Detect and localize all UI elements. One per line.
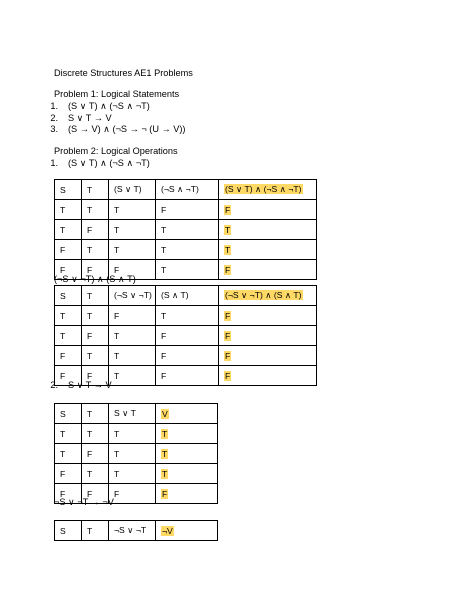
table-row (55, 220, 317, 240)
header-cell (219, 180, 317, 200)
header-cell: (S ∧ T) (156, 286, 219, 306)
table-cell: F (109, 306, 156, 326)
table-cell: T (82, 424, 109, 444)
table-cell (219, 260, 317, 280)
highlighted-text: (S ∨ T) ∧ (¬S ∧ ¬T) (225, 184, 302, 194)
table-cell: F (156, 346, 219, 366)
table-cell: T (109, 366, 156, 386)
document-title: Discrete Structures AE1 Problems (54, 68, 193, 78)
table-row (55, 464, 218, 484)
header-cell: S (55, 404, 82, 424)
table-cell: T (55, 424, 82, 444)
table-cell: F (156, 200, 219, 220)
table-cell: F (82, 444, 109, 464)
truth-table-2 (54, 285, 317, 386)
table-cell: T (82, 200, 109, 220)
table-cell: T (55, 200, 82, 220)
table-cell (156, 424, 218, 444)
highlighted-text: T (225, 244, 231, 255)
highlighted-text: F (225, 264, 231, 275)
header-cell: (¬S ∧ ¬T) (156, 180, 219, 200)
table-row (55, 200, 317, 220)
table-cell: F (156, 326, 219, 346)
table-cell (219, 200, 317, 220)
table-cell: T (55, 444, 82, 464)
header-cell: S (55, 286, 82, 306)
truth-table-1 (54, 179, 317, 280)
header-cell: T (82, 180, 109, 200)
truth-table-4 (54, 520, 218, 541)
highlighted-text: T (162, 428, 168, 439)
table-row (55, 306, 317, 326)
highlighted-text: V (162, 408, 168, 419)
table-row (55, 326, 317, 346)
table-cell: F (82, 260, 109, 280)
highlighted-text: T (162, 448, 168, 459)
table-cell: F (55, 346, 82, 366)
table-cell: T (109, 220, 156, 240)
header-cell: T (82, 404, 109, 424)
highlighted-text: F (225, 370, 231, 381)
table-cell: T (156, 240, 219, 260)
table-cell: T (82, 346, 109, 366)
table-cell: F (109, 260, 156, 280)
header-cell (156, 521, 218, 541)
table-cell: F (82, 326, 109, 346)
highlighted-text: F (225, 310, 231, 321)
truth-table-3 (54, 403, 218, 504)
table-header-row (55, 404, 218, 424)
table-cell: T (109, 444, 156, 464)
table-cell: F (82, 366, 109, 386)
list-item: 1. (S ∨ T) ∧ (¬S ∧ ¬T) (50, 158, 150, 168)
table-cell (219, 240, 317, 260)
header-cell (219, 286, 317, 306)
table-row (55, 240, 317, 260)
table-cell (156, 464, 218, 484)
table-cell: F (55, 240, 82, 260)
table-cell: F (55, 260, 82, 280)
table-cell: F (82, 220, 109, 240)
table-cell: T (109, 346, 156, 366)
header-cell: (¬S ∨ ¬T) (109, 286, 156, 306)
problem1-list (40, 101, 186, 136)
table-cell: T (82, 240, 109, 260)
list-item: 2. S ∨ T → V (50, 112, 112, 123)
table-cell (156, 444, 218, 464)
table-cell: T (156, 260, 219, 280)
header-cell: T (82, 286, 109, 306)
table-cell: T (55, 306, 82, 326)
table-cell: F (82, 484, 109, 504)
table-row (55, 444, 218, 464)
table-cell (219, 346, 317, 366)
table-cell: F (55, 464, 82, 484)
problem2-heading: Problem 2: Logical Operations (54, 146, 178, 156)
list-item: 1. (S ∨ T) ∧ (¬S ∧ ¬T) (50, 101, 150, 111)
table-cell: T (109, 240, 156, 260)
highlighted-text: F (225, 204, 231, 215)
table-cell: T (55, 220, 82, 240)
table4-caption: ¬S ∨ ¬T → ¬V (54, 497, 114, 507)
table-cell: T (156, 220, 219, 240)
table-cell (219, 326, 317, 346)
table-header-row (55, 286, 317, 306)
highlighted-text: F (225, 330, 231, 341)
header-cell: S (55, 521, 82, 541)
table-cell: T (156, 306, 219, 326)
highlighted-text: ¬V (162, 525, 173, 536)
table-cell: F (55, 366, 82, 386)
table-header-row (55, 521, 218, 541)
table2-caption: (¬S ∨ ¬T) ∧ (S ∧ T) (54, 274, 136, 284)
table-row (55, 424, 218, 444)
problem2-item1 (40, 158, 150, 170)
header-cell: T (82, 521, 109, 541)
table-cell: T (55, 326, 82, 346)
header-cell (156, 404, 218, 424)
header-cell: (S ∨ T) (109, 180, 156, 200)
highlighted-text: T (225, 224, 231, 235)
problem1-heading: Problem 1: Logical Statements (54, 89, 180, 99)
list-item: 2. S ∨ T → V (50, 380, 112, 390)
highlighted-text: (¬S ∨ ¬T) ∧ (S ∧ T) (225, 290, 302, 300)
table-cell: T (109, 424, 156, 444)
table-cell: T (109, 464, 156, 484)
table-cell: T (109, 326, 156, 346)
problem2-item2 (40, 380, 112, 392)
table-cell (219, 220, 317, 240)
table-cell: F (55, 484, 82, 504)
header-cell: S (55, 180, 82, 200)
table-cell: T (82, 306, 109, 326)
highlighted-text: F (225, 350, 231, 361)
table-header-row (55, 180, 317, 200)
table-cell: T (82, 464, 109, 484)
highlighted-text: T (162, 468, 168, 479)
highlighted-text: F (162, 488, 168, 499)
header-cell: ¬S ∨ ¬T (109, 521, 156, 541)
table-cell (219, 366, 317, 386)
table-row (55, 346, 317, 366)
table-cell: T (109, 200, 156, 220)
list-item: 3. (S → V) ∧ (¬S → ¬ (U → V)) (50, 124, 186, 134)
table-cell: F (109, 484, 156, 504)
table-cell (156, 484, 218, 504)
table-cell (219, 306, 317, 326)
table-cell: F (156, 366, 219, 386)
header-cell: S ∨ T (109, 404, 156, 424)
